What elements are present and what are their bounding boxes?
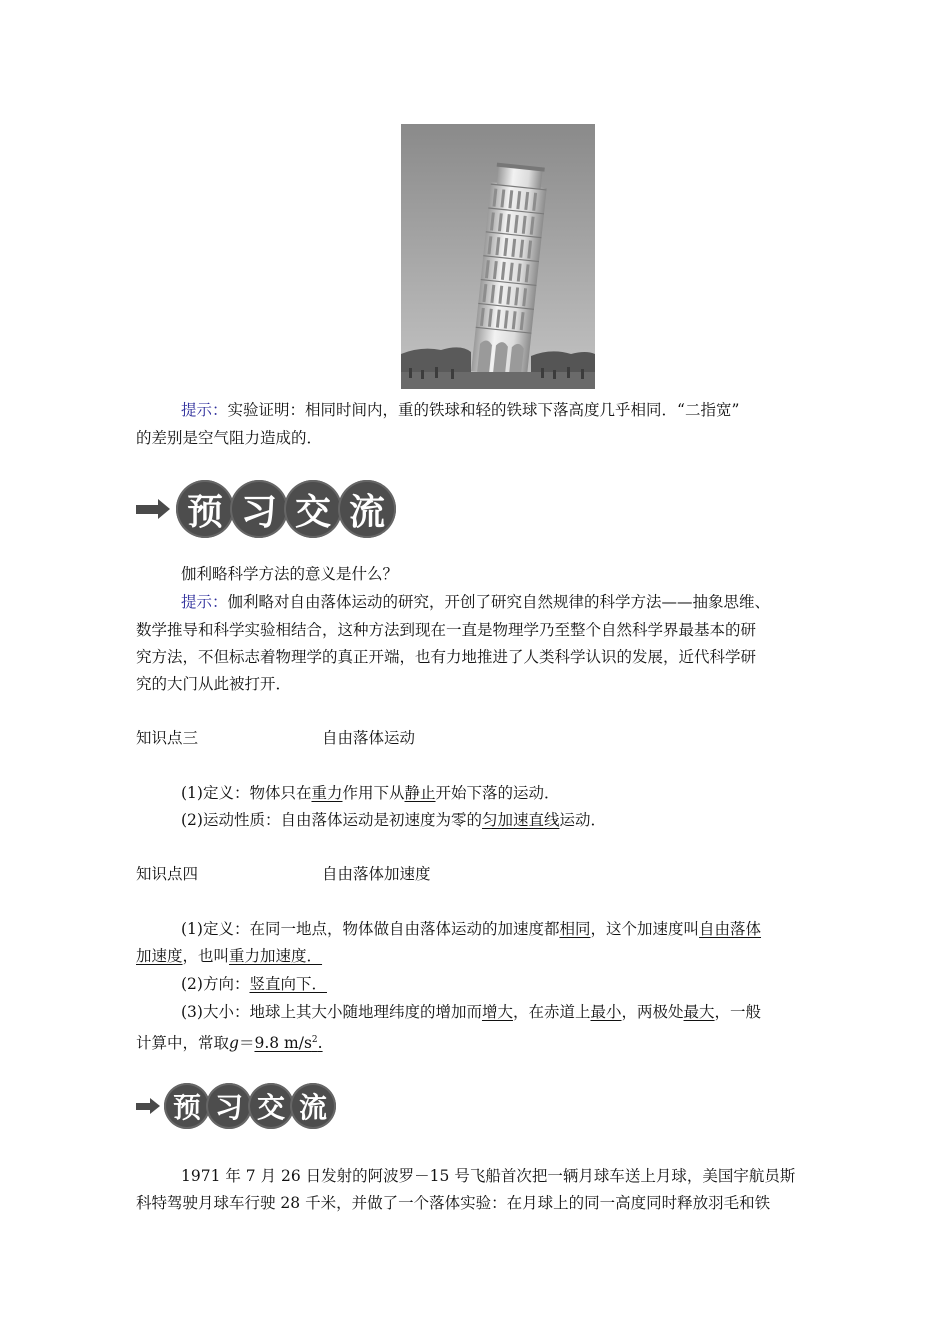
text: 运动． xyxy=(559,811,606,829)
text: (1)定义：物体只在 xyxy=(181,784,312,802)
preview-exchange-banner xyxy=(136,480,396,538)
text: ＝ xyxy=(238,1034,255,1053)
knowledge-point-number: 知识点四 xyxy=(136,865,199,883)
exponent: 2 xyxy=(311,1035,318,1045)
text: ，这个加速度叫 xyxy=(590,920,699,938)
answer-blank: 最小 xyxy=(590,1003,622,1021)
text: (2)方向： xyxy=(181,975,250,993)
text: 计算中，常取 xyxy=(136,1034,230,1053)
answer-blank: 加速度 xyxy=(136,947,183,965)
leaning-tower-photo xyxy=(401,124,595,389)
text: ，也叫 xyxy=(182,947,230,965)
hint-line: 数学推导和科学实验相结合，这种方法到现在一直是物理学乃至整个自然科学界最基本的研 xyxy=(136,621,757,639)
kp4-definition-cont xyxy=(136,942,322,970)
banner-char: 交 xyxy=(248,1083,294,1129)
text: (3)大小：地球上其大小随地理纬度的增加而 xyxy=(181,1003,482,1021)
banner-char: 习 xyxy=(230,480,288,538)
text: 开始下落的运动． xyxy=(435,784,560,802)
kp4-magnitude-cont xyxy=(136,1026,323,1057)
text: ，两极处 xyxy=(621,1003,684,1021)
kp3-property xyxy=(181,806,606,834)
answer-blank: 增大 xyxy=(481,1003,513,1021)
hint-label: 提示： xyxy=(181,593,228,611)
answer-blank: 相同 xyxy=(559,920,591,938)
text: (2)运动性质：自由落体运动是初速度为零的 xyxy=(181,811,482,829)
answer-blank: 重力加速度． xyxy=(229,947,323,965)
story-line: 1971 年 7 月 26 日发射的阿波罗－15 号飞船首次把一辆月球车送上月球，美国宇航员斯 xyxy=(181,1167,796,1185)
banner-char: 预 xyxy=(164,1083,210,1129)
banner-char: 流 xyxy=(290,1083,336,1129)
answer-blank: 9.8 m/s xyxy=(254,1034,312,1053)
hint-line: 的差别是空气阻力造成的． xyxy=(136,429,323,447)
variable-g: g xyxy=(229,1034,239,1053)
text: (1)定义：在同一地点，物体做自由落体运动的加速度都 xyxy=(181,920,560,938)
answer-blank: 自由落体 xyxy=(699,920,762,938)
story-line: 科特驾驶月球车行驶 28 千米，并做了一个落体实验：在月球上的同一高度同时释放羽毛和铁 xyxy=(136,1194,771,1212)
text: 作用下从 xyxy=(342,784,405,802)
kp4-definition xyxy=(181,915,761,943)
arrow-right-icon xyxy=(136,499,170,519)
arrow-right-icon xyxy=(136,1098,160,1114)
kp4-magnitude xyxy=(181,998,761,1026)
hint-label: 提示： xyxy=(181,401,228,419)
banner-char: 流 xyxy=(338,480,396,538)
hint-line: 究方法，不但标志着物理学的真正开端，也有力地推进了人类科学认识的发展，近代科学研 xyxy=(136,648,757,666)
answer-blank: 最大 xyxy=(683,1003,715,1021)
hint-line: 究的大门从此被打开． xyxy=(136,675,292,693)
knowledge-point-title: 自由落体运动 xyxy=(322,729,416,747)
answer-blank: 静止 xyxy=(404,784,436,802)
text: . xyxy=(317,1034,323,1053)
hint-text: 伽利略对自由落体运动的研究，开创了研究自然规律的科学方法——抽象思维、 xyxy=(227,593,771,611)
hint-line xyxy=(181,396,739,424)
knowledge-point-title: 自由落体加速度 xyxy=(322,865,431,883)
banner-char: 习 xyxy=(206,1083,252,1129)
answer-blank: 匀加速直线 xyxy=(481,811,560,829)
kp4-direction xyxy=(181,970,327,998)
answer-blank: 重力 xyxy=(311,784,343,802)
knowledge-point-number: 知识点三 xyxy=(136,729,199,747)
text: ，在赤道上 xyxy=(512,1003,591,1021)
hint-text: 实验证明：相同时间内，重的铁球和轻的铁球下落高度几乎相同．“二指宽” xyxy=(227,401,740,419)
text: ，一般 xyxy=(714,1003,762,1021)
answer-blank: 竖直向下． xyxy=(249,975,327,993)
question-text: 伽利略科学方法的意义是什么？ xyxy=(181,565,399,583)
kp3-definition xyxy=(181,779,560,807)
hint-line xyxy=(181,588,770,616)
banner-char: 交 xyxy=(284,480,342,538)
banner-char: 预 xyxy=(176,480,234,538)
preview-exchange-banner xyxy=(136,1083,336,1129)
